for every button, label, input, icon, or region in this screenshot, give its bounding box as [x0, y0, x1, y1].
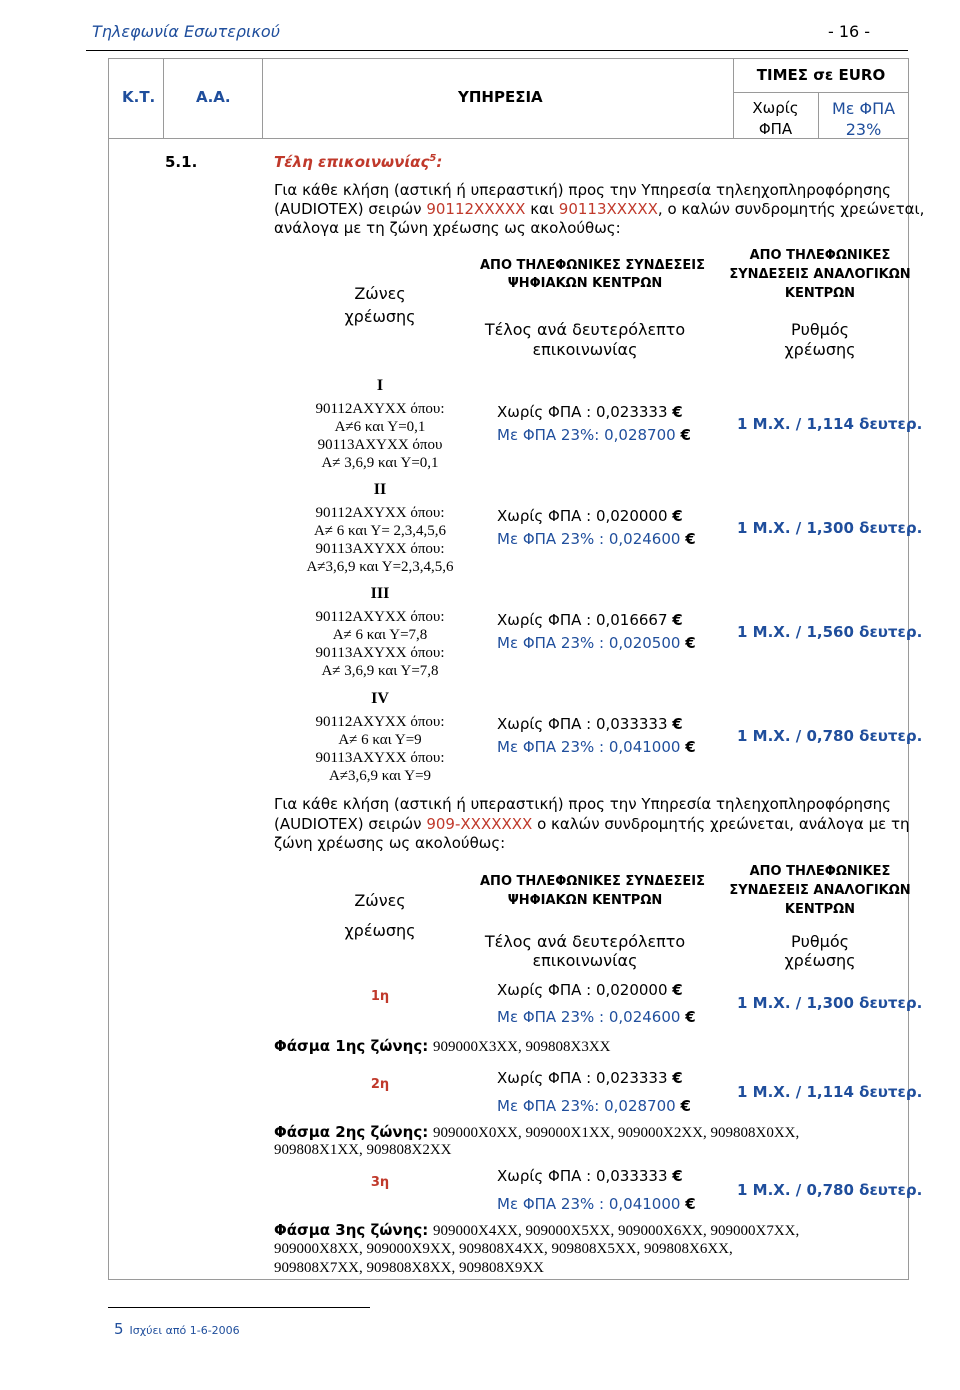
zone-range-cont: 909808Χ7ΧΧ, 909808Χ8ΧΧ, 909808Χ9ΧΧ [274, 1260, 544, 1276]
col-divider-kt [163, 58, 164, 138]
t1-analog-1: ΑΠΟ ΤΗΛΕΦΩΝΙΚΕΣ [749, 248, 891, 263]
price-with-vat: Με ΦΠΑ 23%: 0,028700 € [497, 1097, 691, 1115]
price-no-vat: Χωρίς ΦΠΑ : 0,023333 € [497, 1069, 683, 1087]
zone-range-cont: 909000Χ8ΧΧ, 909000Χ9ΧΧ, 909808Χ4ΧΧ, 909808Χ5ΧΧ, 909808Χ6ΧΧ, [274, 1241, 733, 1257]
price-with-vat: Με ΦΠΑ 23% : 0,041000 € [497, 1195, 696, 1213]
intro1-line3: ανάλογα με τη ζώνη χρέωσης ως ακολούθως: [274, 219, 621, 237]
col-no-vat-1: Χωρίς [752, 99, 799, 117]
zone-range: Φάσμα 3ης ζώνης: 909000Χ4ΧΧ, 909000Χ5ΧΧ, 909000Χ6ΧΧ, 909000Χ7ΧΧ, [274, 1221, 800, 1239]
charge-rate: 1 Μ.Χ. / 1,300 δευτερ. [737, 994, 923, 1012]
col-with-vat-2: 23% [845, 120, 882, 139]
t2-analog-1: ΑΠΟ ΤΗΛΕΦΩΝΙΚΕΣ [749, 864, 891, 879]
t2-digital-3: Τέλος ανά δευτερόλεπτο [484, 932, 686, 951]
zone-desc-line: 90113ΑΧΥΧΧ όπου: [315, 541, 445, 557]
price-no-vat: Χωρίς ΦΠΑ : 0,016667 € [497, 611, 683, 629]
t1-analog-3: ΚΕΝΤΡΩΝ [784, 286, 856, 301]
t1-digital-3: Τέλος ανά δευτερόλεπτο [484, 320, 686, 339]
zone-desc-line: Α≠ 3,6,9 και Υ=7,8 [321, 663, 439, 679]
zone-desc-line: Α≠3,6,9 και Υ=9 [328, 768, 432, 784]
t2-digital-2: ΨΗΦΙΑΚΩΝ ΚΕΝΤΡΩΝ [507, 893, 663, 908]
price-no-vat: Χωρίς ΦΠΑ : 0,033333 € [497, 715, 683, 733]
t2-digital-1: ΑΠΟ ΤΗΛΕΦΩΝΙΚΕΣ ΣΥΝΔΕΣΕΙΣ [480, 874, 705, 889]
intro2-line2: (AUDIOTEX) σειρών 909-XXXXXXX ο καλών συνδρομητής χρεώνεται, ανάλογα με τη [274, 815, 910, 833]
section-number: 5.1. [165, 153, 198, 171]
t1-digital-1: ΑΠΟ ΤΗΛΕΦΩΝΙΚΕΣ ΣΥΝΔΕΣΕΙΣ [480, 258, 705, 273]
price-with-vat: Με ΦΠΑ 23% : 0,041000 € [497, 738, 696, 756]
t1-digital-4: επικοινωνίας [532, 340, 638, 359]
zone2-label: 1η [370, 989, 390, 1004]
t1-zones-1: Ζώνες [354, 284, 406, 303]
zone-range-cont: 909808Χ1ΧΧ, 909808Χ2ΧΧ [274, 1142, 452, 1158]
price-no-vat: Χωρίς ΦΠΑ : 0,023333 € [497, 403, 683, 421]
charge-rate: 1 Μ.Χ. / 0,780 δευτερ. [737, 1181, 923, 1199]
col-prices: ΤΙΜΕΣ σε EURO [756, 66, 886, 84]
frame-bottom [108, 1279, 909, 1280]
zone-roman: III [370, 585, 390, 602]
col-no-vat-2: ΦΠΑ [758, 120, 793, 138]
zone-desc-line: 90113ΑΧΥΧΧ όπου [317, 437, 443, 453]
charge-rate: 1 Μ.Χ. / 1,300 δευτερ. [737, 519, 923, 537]
zone-desc-line: 90113ΑΧΥΧΧ όπου: [315, 750, 445, 766]
prices-subheader-rule [733, 92, 909, 93]
zone-desc-line: 90112ΑΧΥΧΧ όπου: [315, 609, 445, 625]
zone-desc-line: Α≠ 6 και Υ=7,8 [332, 627, 428, 643]
zone-desc-line: Α≠ 3,6,9 και Υ=0,1 [321, 455, 439, 471]
col-service: ΥΠΗΡΕΣΙΑ [458, 88, 543, 106]
header-rule [86, 50, 908, 51]
header-row-bottom [108, 138, 909, 139]
zone-roman: II [373, 481, 387, 498]
col-divider-aa [262, 58, 263, 138]
footnote-ref: 5 [429, 153, 437, 164]
t2-analog-4: Ρυθμός [790, 932, 850, 951]
zone-desc-line: Α≠ 6 και Υ= 2,3,4,5,6 [313, 523, 447, 539]
zone-range: Φάσμα 1ης ζώνης: 909000Χ3ΧΧ, 909808Χ3ΧΧ [274, 1037, 611, 1055]
zone2-label: 2η [370, 1077, 390, 1092]
price-no-vat: Χωρίς ΦΠΑ : 0,020000 € [497, 981, 683, 999]
running-header-title: Τηλεφωνία Εσωτερικού [92, 22, 280, 41]
intro2-line1: Για κάθε κλήση (αστική ή υπεραστική) προς την Υπηρεσία τηλεηχοπληροφόρησης [274, 795, 891, 813]
page-number: - 16 - [828, 22, 871, 41]
charge-rate: 1 Μ.Χ. / 1,114 δευτερ. [737, 1083, 923, 1101]
intro1-line1: Για κάθε κλήση (αστική ή υπεραστική) προς την Υπηρεσία τηλεηχοπληροφόρησης [274, 181, 891, 199]
zone-desc-line: 90113ΑΧΥΧΧ όπου: [315, 645, 445, 661]
frame-left [108, 58, 109, 1280]
zone-desc-line: Α≠6 και Υ=0,1 [334, 419, 426, 435]
t1-digital-2: ΨΗΦΙΑΚΩΝ ΚΕΝΤΡΩΝ [507, 276, 663, 291]
zone-desc-line: 90112ΑΧΥΧΧ όπου: [315, 401, 445, 417]
price-with-vat: Με ΦΠΑ 23%: 0,028700 € [497, 426, 691, 444]
price-with-vat: Με ΦΠΑ 23% : 0,020500 € [497, 634, 696, 652]
zone-roman: I [376, 377, 384, 394]
col-aa: Α.Α. [196, 88, 231, 106]
zone-roman: IV [371, 690, 389, 707]
t2-zones-2: χρέωσης [344, 921, 416, 940]
t2-digital-4: επικοινωνίας [532, 951, 638, 970]
price-with-vat: Με ΦΠΑ 23% : 0,024600 € [497, 530, 696, 548]
zone-desc-line: Α≠ 6 και Υ=9 [338, 732, 422, 748]
t1-analog-2: ΣΥΝΔΕΣΕΙΣ ΑΝΑΛΟΓΙΚΩΝ [729, 267, 911, 282]
charge-rate: 1 Μ.Χ. / 0,780 δευτερ. [737, 727, 923, 745]
footnote: 5 Ισχύει από 1-6-2006 [114, 1320, 240, 1338]
col-kt: Κ.Τ. [122, 88, 156, 106]
t2-analog-5: χρέωσης [784, 951, 856, 970]
charge-rate: 1 Μ.Χ. / 1,560 δευτερ. [737, 623, 923, 641]
price-no-vat: Χωρίς ΦΠΑ : 0,033333 € [497, 1167, 683, 1185]
section-title: Τέλη επικοινωνίας$^5$: [274, 153, 443, 171]
t2-analog-2: ΣΥΝΔΕΣΕΙΣ ΑΝΑΛΟΓΙΚΩΝ [729, 883, 911, 898]
zone-desc-line: Α≠3,6,9 και Υ=2,3,4,5,6 [306, 559, 454, 575]
intro2-line3: ζώνη χρέωσης ως ακολούθως: [274, 834, 506, 852]
intro1-line2: (AUDIOTEX) σειρών 90112XXXXX και 90113XXXXX, ο καλών συνδρομητής χρεώνεται, [274, 200, 925, 218]
zone-desc-line: 90112ΑΧΥΧΧ όπου: [315, 714, 445, 730]
price-no-vat: Χωρίς ΦΠΑ : 0,020000 € [497, 507, 683, 525]
footnote-rule [108, 1307, 370, 1308]
charge-rate: 1 Μ.Χ. / 1,114 δευτερ. [737, 415, 923, 433]
zone2-label: 3η [370, 1175, 390, 1190]
t2-zones-1: Ζώνες [354, 891, 406, 910]
zone-range: Φάσμα 2ης ζώνης: 909000Χ0ΧΧ, 909000Χ1ΧΧ, 909000Χ2ΧΧ, 909808Χ0ΧΧ, [274, 1123, 800, 1141]
t2-analog-3: ΚΕΝΤΡΩΝ [784, 902, 856, 917]
col-with-vat-1: Με ΦΠΑ [831, 99, 896, 118]
frame-top [108, 58, 909, 59]
t1-analog-5: χρέωσης [784, 340, 856, 359]
t1-analog-4: Ρυθμός [790, 320, 850, 339]
t1-zones-2: χρέωσης [344, 307, 416, 326]
zone-desc-line: 90112ΑΧΥΧΧ όπου: [315, 505, 445, 521]
price-with-vat: Με ΦΠΑ 23% : 0,024600 € [497, 1008, 696, 1026]
